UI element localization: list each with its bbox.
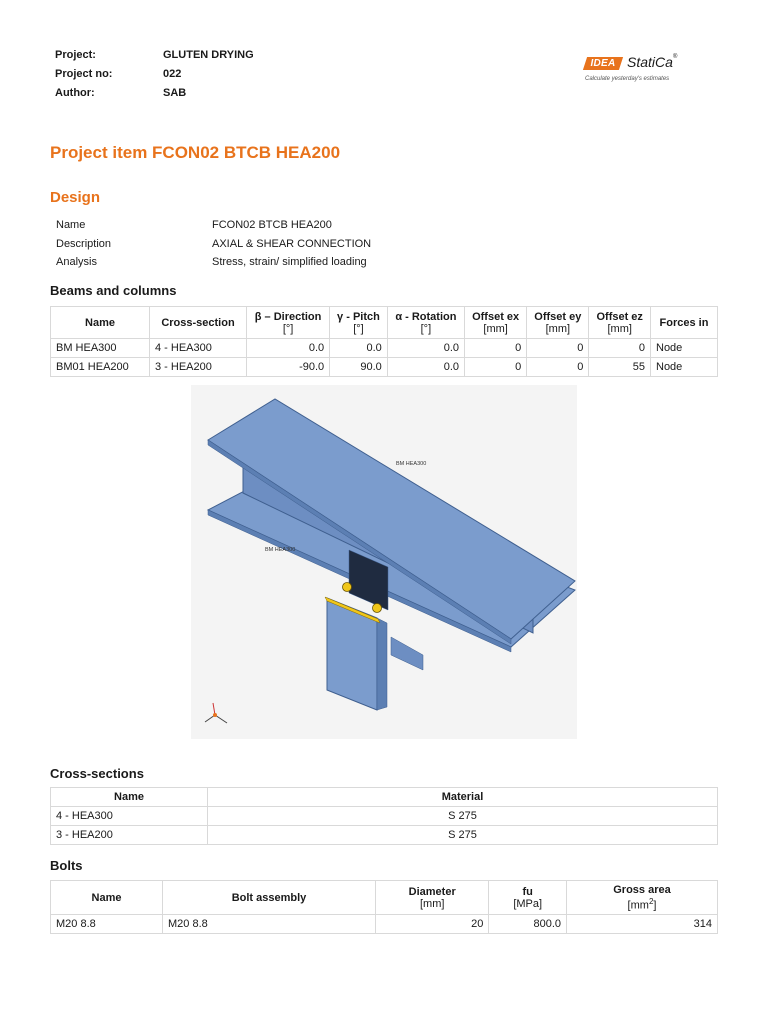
table-row: BM HEA300 4 - HEA300 0.0 0.0 0.0 0 0 0 Node: [51, 339, 718, 358]
header-label: Project:: [55, 49, 96, 61]
table-row: M20 8.8 M20 8.8 20 800.0 314: [51, 915, 718, 934]
bolt-icon: [373, 604, 382, 613]
header-value: GLUTEN DRYING: [163, 49, 254, 61]
table-row: 3 - HEA200 S 275: [51, 826, 718, 845]
bolts-heading: Bolts: [50, 858, 83, 873]
beams-heading: Beams and columns: [50, 283, 177, 298]
project-header: [55, 46, 254, 103]
bolt-icon: [343, 583, 352, 592]
logo-tagline: Calculate yesterday's estimates: [585, 76, 670, 82]
header-row-project: [55, 46, 254, 65]
connection-drawing: [191, 385, 577, 739]
design-properties: [56, 216, 371, 272]
header-label: Author:: [55, 87, 95, 99]
design-row-description: Description AXIAL & SHEAR CONNECTION: [56, 237, 372, 250]
cross-sections-table: [50, 787, 718, 845]
design-row-analysis: Analysis Stress, strain/ simplified loading: [56, 256, 367, 268]
table-row: 4 - HEA300 S 275: [51, 807, 718, 826]
logo-mark: IDEA: [583, 57, 623, 70]
design-row-name: Name FCON02 BTCB HEA200: [56, 219, 332, 231]
header-value: SAB: [163, 87, 187, 99]
bolts-table: [50, 880, 718, 934]
logo-brand: StatiCa®: [627, 54, 678, 70]
header-row-project-no: [55, 65, 254, 84]
beam-label-top: BM HEA300: [396, 461, 427, 467]
beam-label-left: BM HEA300: [265, 547, 296, 553]
header-label: Project no:: [55, 68, 113, 80]
table-header-row: Name Bolt assembly Diameter [mm] fu [MPa] Gross area $[mm^2]$: [51, 881, 718, 915]
table-header-row: Name Cross-section β – Direction [°] γ - Pitch [°] α - Rotation [°] Offset ex [mm] Offset ey [mm] Offset ez [mm] Forces in: [51, 307, 718, 339]
column-flange: [327, 598, 377, 710]
header-row-author: [55, 84, 254, 103]
header-value: 022: [163, 68, 182, 80]
beams-table: [50, 306, 718, 377]
idea-statica-logo: [585, 56, 715, 88]
project-item-title: Project item FCON02 BTCB HEA200: [50, 143, 341, 162]
table-row: BM01 HEA200 3 - HEA200 -90.0 90.0 0.0 0 0 55 Node: [51, 358, 718, 377]
cross-sections-heading: Cross-sections: [50, 766, 144, 781]
connection-3d-view: [191, 385, 577, 739]
table-header-row: Name Material: [51, 788, 718, 807]
axis-triad-icon: [205, 703, 227, 723]
design-heading: Design: [50, 189, 101, 206]
